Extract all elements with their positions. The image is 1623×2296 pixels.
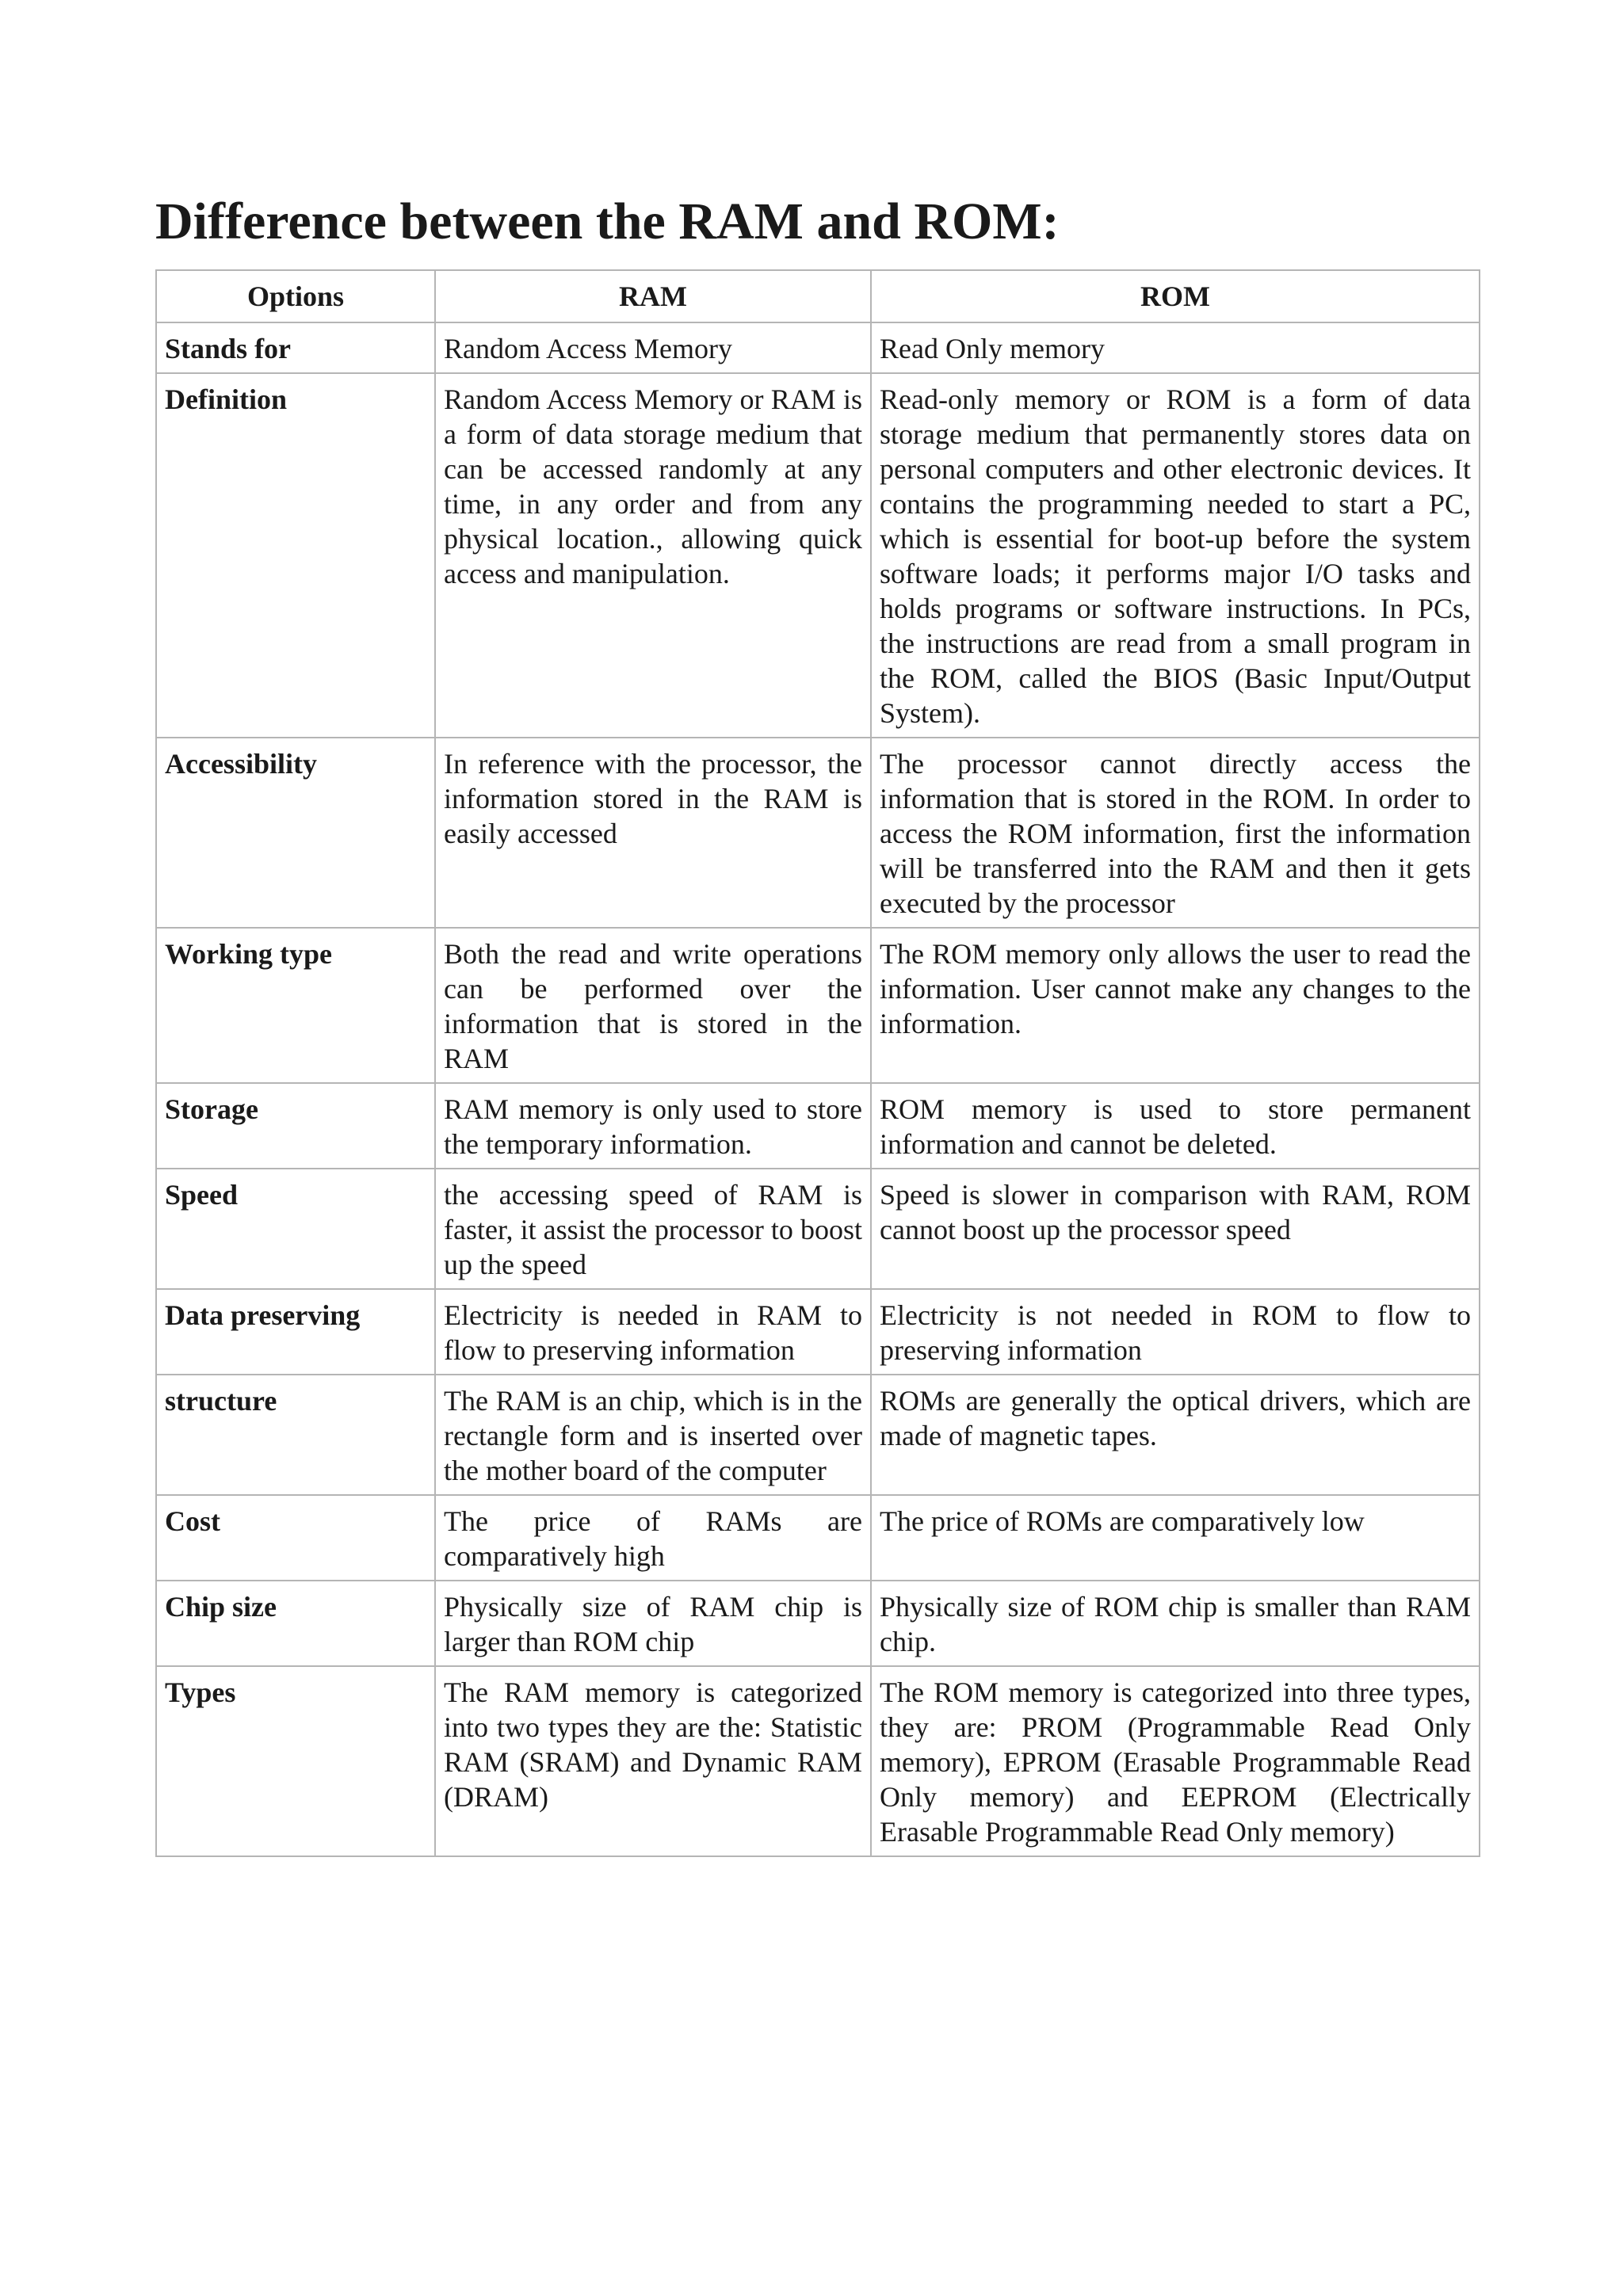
- row-option-cell: Data preserving: [156, 1289, 435, 1375]
- row-ram-cell: Both the read and write operations can be performed over the information that is stored in the RAM: [435, 928, 871, 1083]
- row-rom-cell: Read-only memory or ROM is a form of data storage medium that permanently stores data on personal computers and other electronic devices. It contains the programming needed to start a PC, which is essential for boot-up before the system software loads; it performs major I/O tasks and holds programs or software instructions. In PCs, the instructions are read from a small program in the ROM, called the BIOS (Basic Input/Output System).: [871, 373, 1480, 738]
- row-ram-cell: Random Access Memory: [435, 322, 871, 373]
- table-row: [156, 1581, 1480, 1666]
- row-ram-cell: The price of RAMs are comparatively high: [435, 1495, 871, 1581]
- row-ram-cell: Physically size of RAM chip is larger than ROM chip: [435, 1581, 871, 1666]
- column-header-ram: RAM: [435, 270, 871, 322]
- table-row: [156, 1666, 1480, 1856]
- row-rom-cell: ROMs are generally the optical drivers, which are made of magnetic tapes.: [871, 1375, 1480, 1495]
- row-option-cell: Types: [156, 1666, 435, 1856]
- row-ram-cell: Random Access Memory or RAM is a form of data storage medium that can be accessed randomly at any time, in any order and from any physical location., allowing quick access and manipulation.: [435, 373, 871, 738]
- table-row: [156, 373, 1480, 738]
- row-ram-cell: Electricity is needed in RAM to flow to preserving information: [435, 1289, 871, 1375]
- row-option-cell: Stands for: [156, 322, 435, 373]
- row-rom-cell: The ROM memory is categorized into three types, they are: PROM (Programmable Read Only memory), EPROM (Erasable Programmable Read Only memory) and EEPROM (Electrically Erasable Programmable Read Only memory): [871, 1666, 1480, 1856]
- row-rom-cell: Physically size of ROM chip is smaller than RAM chip.: [871, 1581, 1480, 1666]
- row-option-cell: Cost: [156, 1495, 435, 1581]
- row-rom-cell: The price of ROMs are comparatively low: [871, 1495, 1480, 1581]
- row-rom-cell: The processor cannot directly access the information that is stored in the ROM. In order to access the ROM information, first the information will be transferred into the RAM and then it gets executed by the processor: [871, 738, 1480, 928]
- page-title: Difference between the RAM and ROM:: [155, 193, 1060, 250]
- row-option-cell: Definition: [156, 373, 435, 738]
- table-row: [156, 1289, 1480, 1375]
- row-rom-cell: Electricity is not needed in ROM to flow to preserving information: [871, 1289, 1480, 1375]
- row-option-cell: Chip size: [156, 1581, 435, 1666]
- table-row: [156, 322, 1480, 373]
- table-row: [156, 738, 1480, 928]
- row-option-cell: structure: [156, 1375, 435, 1495]
- table-row: [156, 928, 1480, 1083]
- row-ram-cell: The RAM is an chip, which is in the rectangle form and is inserted over the mother board of the computer: [435, 1375, 871, 1495]
- row-ram-cell: The RAM memory is categorized into two types they are the: Statistic RAM (SRAM) and Dynamic RAM (DRAM): [435, 1666, 871, 1856]
- row-rom-cell: Speed is slower in comparison with RAM, ROM cannot boost up the processor speed: [871, 1169, 1480, 1289]
- row-ram-cell: the accessing speed of RAM is faster, it assist the processor to boost up the speed: [435, 1169, 871, 1289]
- comparison-table: [155, 269, 1480, 1857]
- row-ram-cell: RAM memory is only used to store the temporary information.: [435, 1083, 871, 1169]
- row-rom-cell: Read Only memory: [871, 322, 1480, 373]
- column-header-rom: ROM: [871, 270, 1480, 322]
- table-row: [156, 1083, 1480, 1169]
- row-option-cell: Accessibility: [156, 738, 435, 928]
- document-page: [155, 190, 1479, 1857]
- row-option-cell: Speed: [156, 1169, 435, 1289]
- table-row: [156, 1375, 1480, 1495]
- row-option-cell: Working type: [156, 928, 435, 1083]
- row-option-cell: Storage: [156, 1083, 435, 1169]
- column-header-options: Options: [156, 270, 435, 322]
- row-ram-cell: In reference with the processor, the information stored in the RAM is easily accessed: [435, 738, 871, 928]
- table-row: [156, 1169, 1480, 1289]
- table-row: [156, 1495, 1480, 1581]
- row-rom-cell: ROM memory is used to store permanent information and cannot be deleted.: [871, 1083, 1480, 1169]
- row-rom-cell: The ROM memory only allows the user to read the information. User cannot make any changes to the information.: [871, 928, 1480, 1083]
- table-header-row: [156, 270, 1480, 322]
